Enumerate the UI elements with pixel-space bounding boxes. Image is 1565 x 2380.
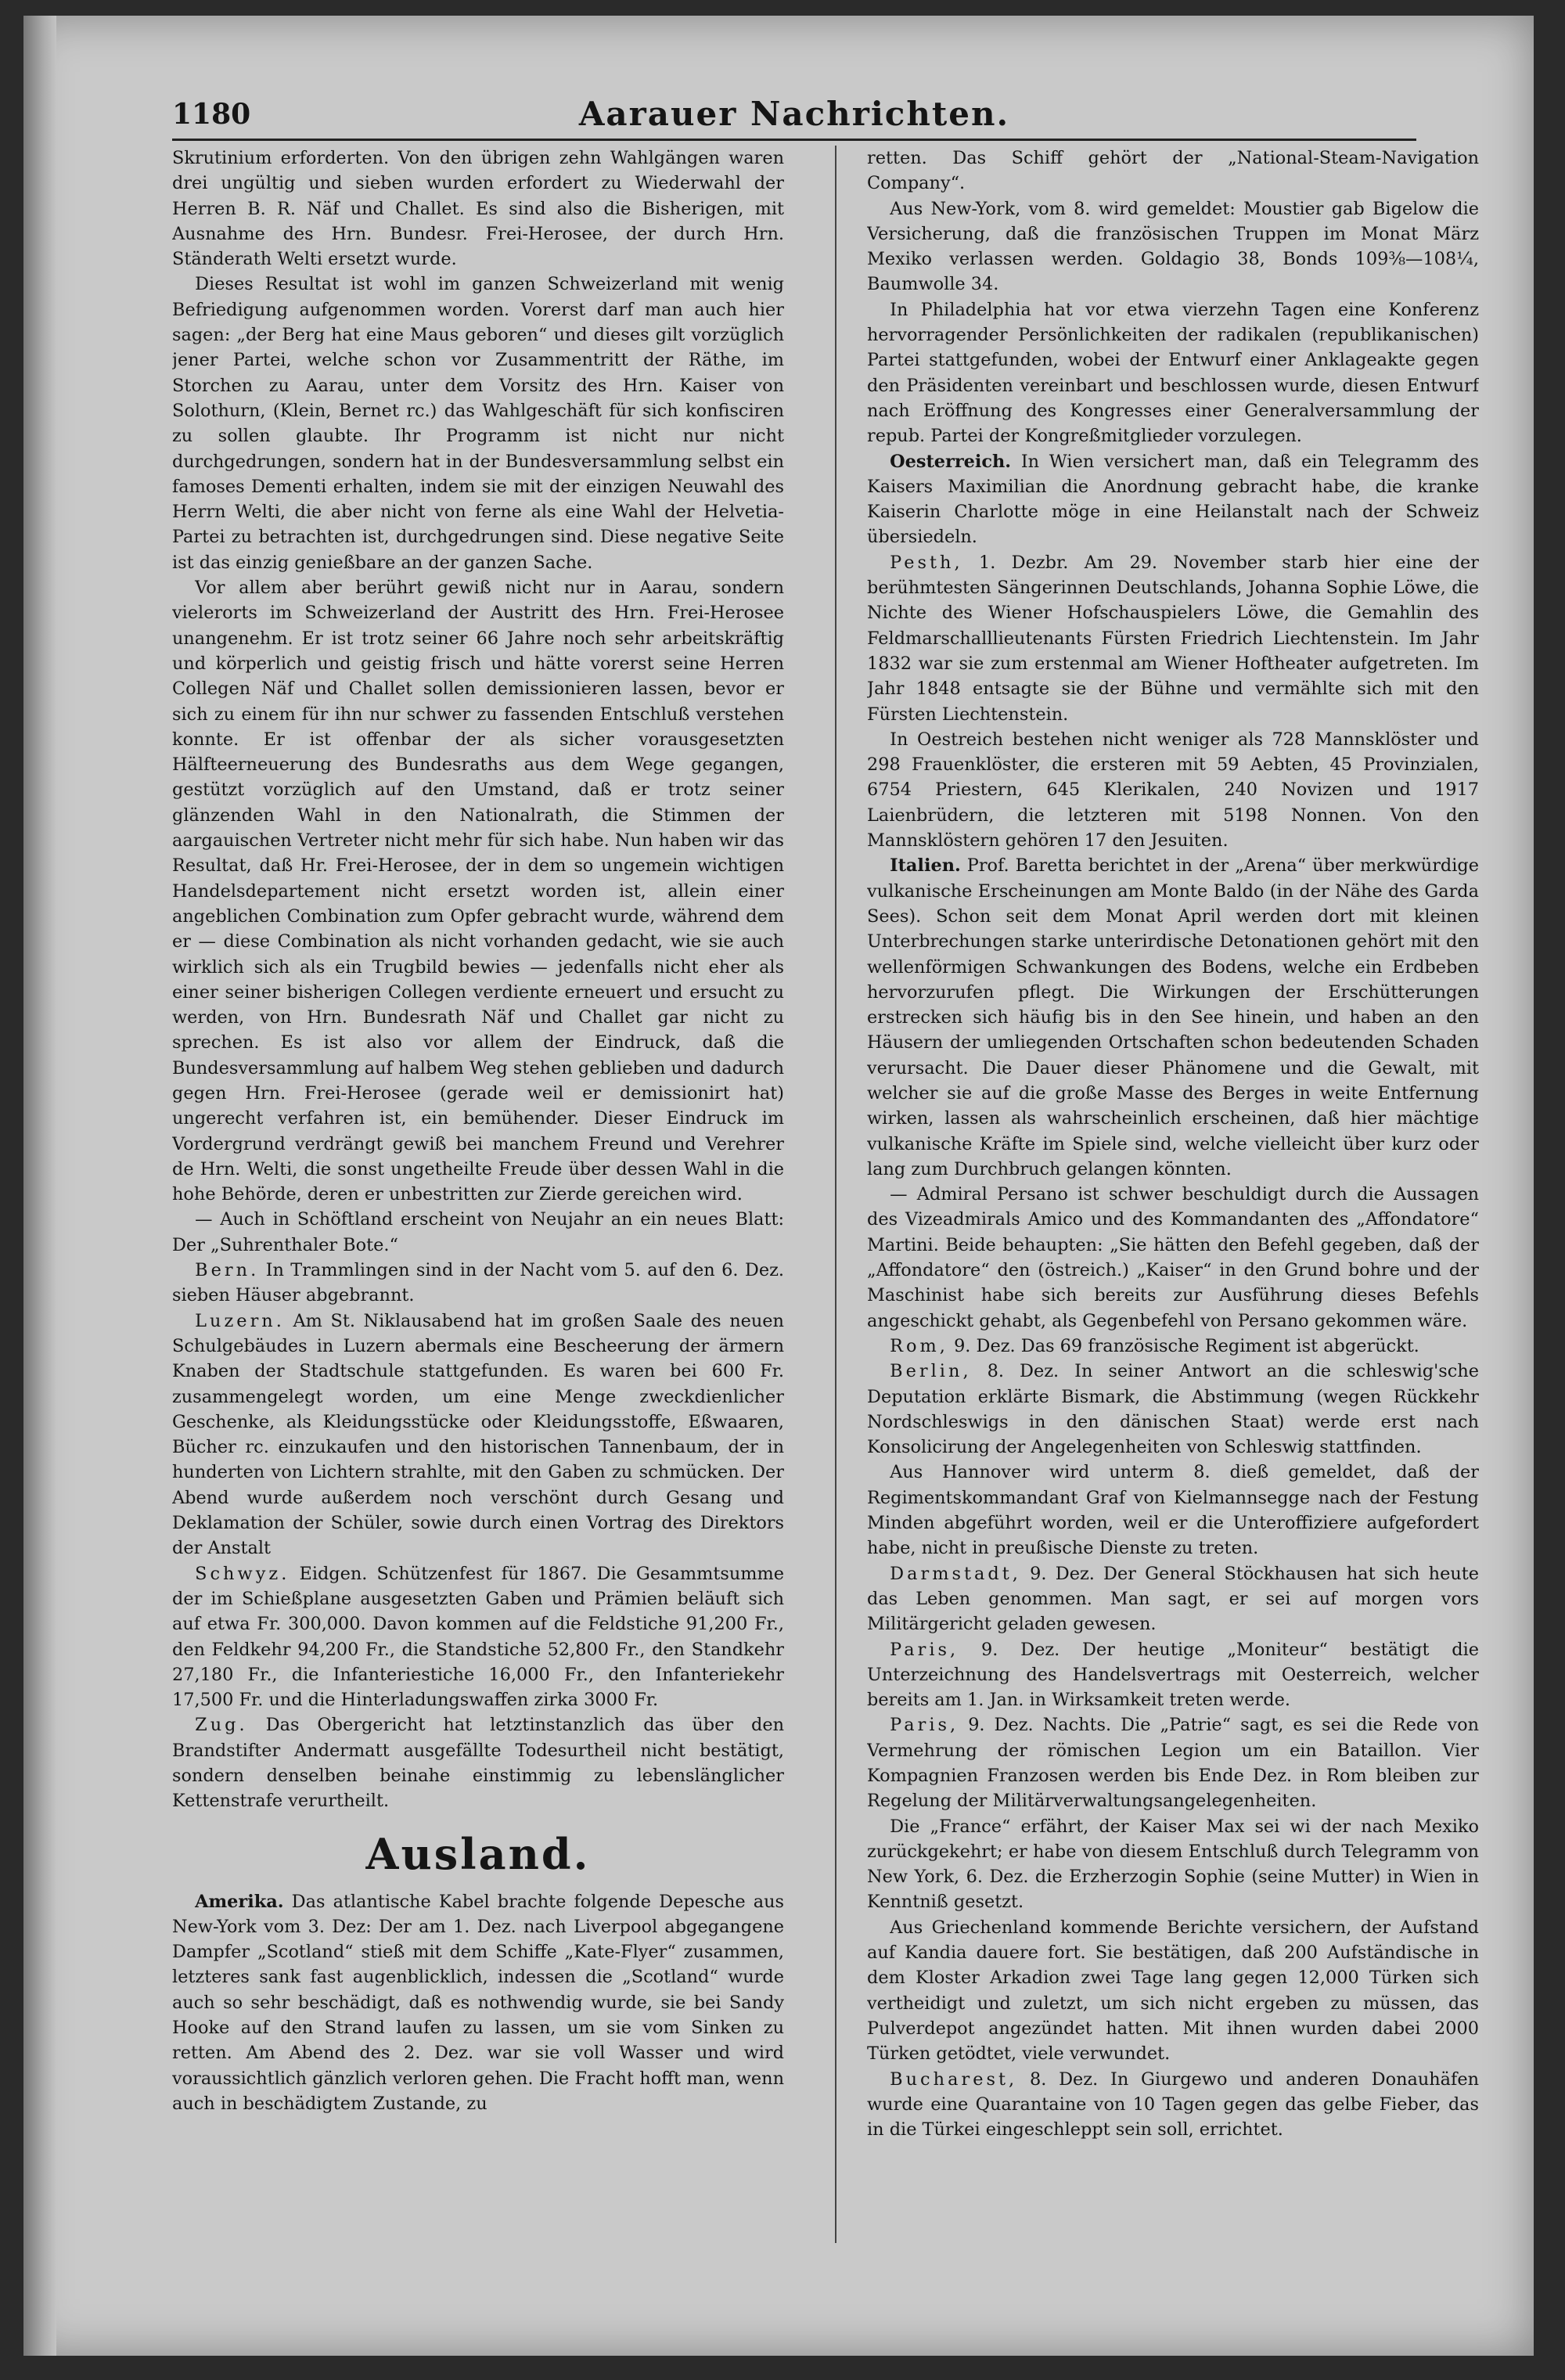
news-text: Das atlantische Kabel brachte folgende Depesche aus New-York vom 3. Dez: Der am 1. Dez. nach Liverpool abgegangene Dampfer „Scotland“ stieß mit dem Schiffe „Kate-Flyer“ zusammen, letzteres sank fast augenblicklich, indessen die „Scotland“ wurde auch so sehr beschädigt, daß es nothwendig wurde, sie bei Sandy Hooke auf den Strand laufen zu lassen, um sie vom Sinken zu retten. Am Abend des 2. Dez. war sie voll Wasser und wird voraussichtlich gänzlich verloren gehen. Die Fracht hofft man, wenn auch in beschädigtem Zustande, zu xyxy=(172,1891,784,2114)
news-text: 9. Dez. Der heutige „Moniteur“ bestätigt die Unterzeichnung des Handelsvertrags mit Oesterreich, welcher bereits am 1. Jan. in Wirksamkeit treten werde. xyxy=(867,1639,1479,1711)
article-paragraph: Dieses Resultat ist wohl im ganzen Schweizerland mit wenig Befriedigung aufgenommen worden. Vorerst darf man auch hier sagen: „der Berg hat eine Maus geboren“ und dieses gilt vorzüglich jener Partei, welche schon vor Zusammentritt der Räthe, im Storchen zu Aarau, unter dem Vorsitz des Hrn. Kaiser von Solothurn, (Klein, Bernet rc.) das Wahlgeschäft für sich konfisciren zu sollen glaubte. Ihr Programm ist nicht nur nicht durchgedrungen, sondern hat in der Bundesversammlung selbst ein famoses Dementi erhalten, indem sie mit der einzigen Neuwahl des Herrn Welti, die aber nicht von ferne als eine Wahl der Helvetia-Partei zu betrachten ist, durchgedrungen sind. Diese negative Seite ist das einzig genießbare an der ganzen Sache. xyxy=(172,274,784,573)
news-text: Prof. Baretta berichtet in der „Arena“ über merkwürdige vulkanische Erscheinungen am Monte Baldo (in der Nähe des Garda Sees). Schon seit dem Monat April werden dort mit kleinen Unterbrechungen starke unterirdische Detonationen gehört mit den wellenförmigen Schwankungen des Bodens, welche ein Erdbeben hervorzurufen pflegt. Die Wirkungen der Erschütterungen erstrecken sich häufig bis in den See hinein, und haben an den Häusern der umliegenden Ortschaften schon bedeutenden Schaden verursacht. Die Dauer dieser Phänomene und die Gewalt, mit welcher sie auf die große Masse des Berges in weite Entfernung wirken, lassen als wahrscheinlich erscheinen, daß hier mächtige vulkanische Kräfte im Spiele sind, welche vielleicht über kurz oder lang zum Durchbruch gelangen könnten. xyxy=(867,855,1479,1179)
news-text: 9. Dez. Nachts. Die „Patrie“ sagt, es sei die Rede von Vermehrung der römischen Legion um ein Bataillon. Vier Kompagnien Franzosen werden bis Ende Dez. in Rom bleiben zur Regelung der Militärverwaltungsangelegenheiten. xyxy=(867,1715,1479,1812)
article-paragraph: — Auch in Schöftland erscheint von Neujahr an ein neues Blatt: Der „Suhrenthaler Bote.“ xyxy=(172,1209,784,1255)
news-item-schwyz xyxy=(172,1561,784,1713)
place-name: Paris, xyxy=(890,1639,959,1660)
right-column xyxy=(867,146,1479,2251)
article-paragraph: Vor allem aber berührt gewiß nicht nur in Aarau, sondern vielerorts im Schweizerland der Austritt des Hrn. Frei-Herosee unangenehm. Er ist trotz seiner 66 Jahre noch sehr arbeitskräftig und körperlich und geistig frisch und hätte vorerst seine Herren Collegen Näf und Challet sollen demissionieren lassen, bevor er sich zu einem für ihn nur schwer zu fassenden Entschluß verstehen konnte. Er ist offenbar der als sicher vorausgesetzten Hälfteerneuerung des Bundesraths aus dem Wege gegangen, gestützt vorzüglich auf den Umstand, daß er trotz seiner glänzenden Wahl in den Nationalrath, die Stimmen der aargauischen Vertreter nicht mehr für sich habe. Nun haben wir das Resultat, daß Hr. Frei-Herosee, der in dem so ungemein wichtigen Handelsdepartement nicht ersetzt worden ist, allein einer angeblichen Combination zum Opfer gebracht wurde, während dem er — diese Combination als nicht vorhanden gedacht, wie sie auch wirklich sich als ein Trugbild bewies — jedenfalls nicht eher als einer seiner bisherigen Collegen verdiente erneuert und ersucht zu werden, von Hrn. Bundesrath Näf und Challet gar nicht zu sprechen. Es ist also vor allem der Eindruck, daß die Bundesversammlung auf halbem Weg stehen geblieben und dadurch gegen Hrn. Frei-Herosee (gerade weil er demissionirt hat) ungerecht verfahren ist, ein bemühender. Dieser Eindruck im Vordergrund verdrängt gewiß bei manchem Freund und Verehrer de Hrn. Welti, die sonst ungetheilte Freude über dessen Wahl in die hohe Behörde, deren er unbestritten zur Zierde gereichen wird. xyxy=(172,578,784,1205)
news-item-bern xyxy=(172,1258,784,1309)
place-name: Rom, xyxy=(890,1335,948,1356)
country-label: Italien. xyxy=(890,855,961,877)
news-item-bucharest xyxy=(867,2067,1479,2143)
news-item-amerika xyxy=(172,1889,784,2117)
page-number: 1180 xyxy=(172,98,251,131)
news-text: In Wien versichert man, daß ein Telegramm des Kaisers Maximilian die Anordnung gebracht habe, die kranke Kaiserin Charlotte möge in eine Heilanstalt nach der Schweiz übersiedeln. xyxy=(867,451,1479,548)
news-text: 8. Dez. In seiner Antwort an die schleswig'sche Deputation erklärte Bismark, die Abstimmung (wegen Rückkehr Nordschleswigs in den dänischen Staat) werde erst nach Konsolicirung der Angelegenheiten von Schleswig stattfinden. xyxy=(867,1361,1479,1458)
place-name: Bern. xyxy=(195,1260,260,1281)
article-paragraph: Aus New-York, vom 8. wird gemeldet: Moustier gab Bigelow die Versicherung, daß die französischen Truppen im Monat März Mexiko verlassen werden. Goldagio 38, Bonds 109⅜—108¼, Baumwolle 34. xyxy=(867,198,1479,295)
news-item-darmstadt xyxy=(867,1561,1479,1637)
news-item-luzern xyxy=(172,1309,784,1561)
news-text: Das Obergericht hat letztinstanzlich das über den Brandstifter Andermatt ausgefällte Todesurtheil nicht bestätigt, sondern denselben beinahe einstimmig zu lebenslänglicher Kettenstrafe verurtheilt. xyxy=(172,1715,784,1812)
news-text: 1. Dezbr. Am 29. November starb hier eine der berühmtesten Sängerinnen Deutschlands, Johanna Sophie Löwe, die Nichte des Wiener Hofschauspielers Löwe, die Gemahlin des Feldmarschalllieutenants Fürsten Friedrich Liechtenstein. Im Jahr 1832 war sie zum erstenmal am Wiener Hoftheater aufgetreten. Im Jahr 1848 entsagte sie der Bühne und vermählte sich mit den Fürsten Liechtenstein. xyxy=(867,552,1479,725)
news-item-paris-nachts xyxy=(867,1712,1479,1813)
news-item-rom xyxy=(867,1334,1479,1359)
place-name: Zug. xyxy=(195,1715,248,1736)
news-item-oesterreich xyxy=(867,449,1479,550)
book-spine xyxy=(23,16,56,2356)
column-divider xyxy=(835,146,836,2243)
place-name: Bucharest, xyxy=(890,2069,1018,2090)
news-text: 9. Dez. Der General Stöckhausen hat sich heute das Leben genommen. Man sagt, er sei auf morgen vors Militärgericht geladen gewesen. xyxy=(867,1563,1479,1635)
newspaper-page xyxy=(23,16,1534,2356)
article-paragraph: Aus Griechenland kommende Berichte versichern, der Aufstand auf Kandia dauere fort. Sie bestätigen, daß 200 Aufständische in dem Kloster Arkadion zwei Tage lang gegen 12,000 Türken sich vertheidigt und zuletzt, um sich nicht ergeben zu müssen, das Pulverdepot angezündet hatten. Mit ihnen wurden dabei 2000 Türken getödtet, viele verwundet. xyxy=(867,1917,1479,2065)
section-heading-ausland: Ausland. xyxy=(365,1828,591,1879)
news-item-berlin xyxy=(867,1359,1479,1460)
news-text: Am St. Niklausabend hat im großen Saale des neuen Schulgebäudes in Luzern abermals eine Bescheerung der ärmern Knaben der Stadtschule stattgefunden. Es waren bei 600 Fr. zusammengelegt worden, um eine Menge zweckdienlicher Geschenke, als Kleidungsstücke oder Kleidungsstoffe, Eßwaaren, Bücher rc. einzukaufen und den historischen Tannenbaum, der in hunderten von Lichtern strahlte, mit den Gaben zu schmücken. Der Abend wurde außerdem noch verschönt durch Gesang und Deklamation der Schüler, sowie durch einen Vortrag des Direktors der Anstalt xyxy=(172,1310,784,1559)
article-paragraph: Aus Hannover wird unterm 8. dieß gemeldet, daß der Regimentskommandant Graf von Kielmannsegge nach der Festung Minden abgeführt worden, weil er die Unteroffiziere aufgefordert habe, nicht in preußische Dienste zu treten. xyxy=(867,1462,1479,1559)
page-header xyxy=(172,95,1416,141)
news-item-italien xyxy=(867,853,1479,1182)
news-text: In Trammlingen sind in der Nacht vom 5. auf den 6. Dez. sieben Häuser abgebrannt. xyxy=(172,1260,784,1306)
left-column xyxy=(172,146,784,2235)
article-paragraph: In Philadelphia hat vor etwa vierzehn Tagen eine Konferenz hervorragender Persönlichkeiten der radikalen (republikanischen) Partei stattgefunden, wobei der Entwurf einer Anklageakte gegen den Präsidenten vereinbart und beschlossen wurde, diesen Entwurf nach Eröffnung des Kongresses einer Generalversammlung der repub. Partei der Kongreßmitglieder vorzulegen. xyxy=(867,299,1479,447)
article-paragraph: Die „France“ erfährt, der Kaiser Max sei wi der nach Mexiko zurückgekehrt; er habe von diesem Entschluß durch Telegramm von New York, 6. Dez. die Erzherzogin Sophie (seine Mutter) in Wien in Kenntniß gesetzt. xyxy=(867,1816,1479,1913)
article-paragraph: — Admiral Persano ist schwer beschuldigt durch die Aussagen des Vizeadmirals Amico und des Kommandanten des „Affondatore“ Martini. Beide behaupten: „Sie hätten den Befehl gegeben, daß der „Affondatore“ den (östreich.) „Kaiser“ in den Grund bohre und der Maschinist habe sich bereits zur Ausführung dieses Befehls angeschickt gehabt, als Gegenbefehl von Persano gekommen wäre. xyxy=(867,1184,1479,1331)
news-text: 8. Dez. In Giurgewo und anderen Donauhäfen wurde eine Quarantaine von 10 Tagen gegen das gelbe Fieber, das in die Türkei eingeschleppt sein soll, errichtet. xyxy=(867,2069,1479,2141)
place-name: Darmstadt, xyxy=(890,1563,1021,1584)
place-name: Pesth, xyxy=(890,552,963,573)
article-paragraph: retten. Das Schiff gehört der „National-Steam-Navigation Company“. xyxy=(867,148,1479,194)
news-text: Eidgen. Schützenfest für 1867. Die Gesammtsumme der im Schießplane ausgesetzten Gaben und Prämien beläuft sich auf etwa Fr. 300,000. Davon kommen auf die Feldstiche 91,200 Fr., den Feldkehr 94,200 Fr., die Standstiche 52,800 Fr., den Standkehr 27,180 Fr., die Infanteriestiche 16,000 Fr., den Infanteriekehr 17,500 Fr. und die Hinterladungswaffen zirka 3000 Fr. xyxy=(172,1563,784,1711)
news-item-pesth xyxy=(867,550,1479,727)
masthead-title: Aarauer Nachrichten. xyxy=(578,95,1010,133)
article-paragraph: In Oestreich bestehen nicht weniger als 728 Mannsklöster und 298 Frauenklöster, die ersteren mit 59 Aebten, 45 Provinzialen, 6754 Priestern, 645 Klerikalen, 240 Novizen und 1917 Laienbrüdern, die letzteren mit 5198 Nonnen. Von den Mannsklöstern gehören 17 den Jesuiten. xyxy=(867,729,1479,852)
place-name: Berlin, xyxy=(890,1361,972,1382)
article-paragraph: Skrutinium erforderten. Von den übrigen zehn Wahlgängen waren drei ungültig und sieben wurden erfordert zu Wiederwahl der Herren B. R. Näf und Challet. Es sind also die Bisherigen, mit Ausnahme des Hrn. Bundesr. Frei-Herosee, der durch Hrn. Ständerath Welti ersetzt wurde. xyxy=(172,148,784,270)
news-text: 9. Dez. Das 69 französische Regiment ist abgerückt. xyxy=(954,1335,1419,1356)
country-label: Oesterreich. xyxy=(890,451,1012,472)
place-name: Paris, xyxy=(890,1715,959,1736)
place-name: Schwyz. xyxy=(195,1563,290,1584)
place-name: Luzern. xyxy=(195,1310,285,1331)
country-label: Amerika. xyxy=(195,1891,284,1912)
news-item-paris xyxy=(867,1637,1479,1713)
news-item-zug xyxy=(172,1712,784,1813)
